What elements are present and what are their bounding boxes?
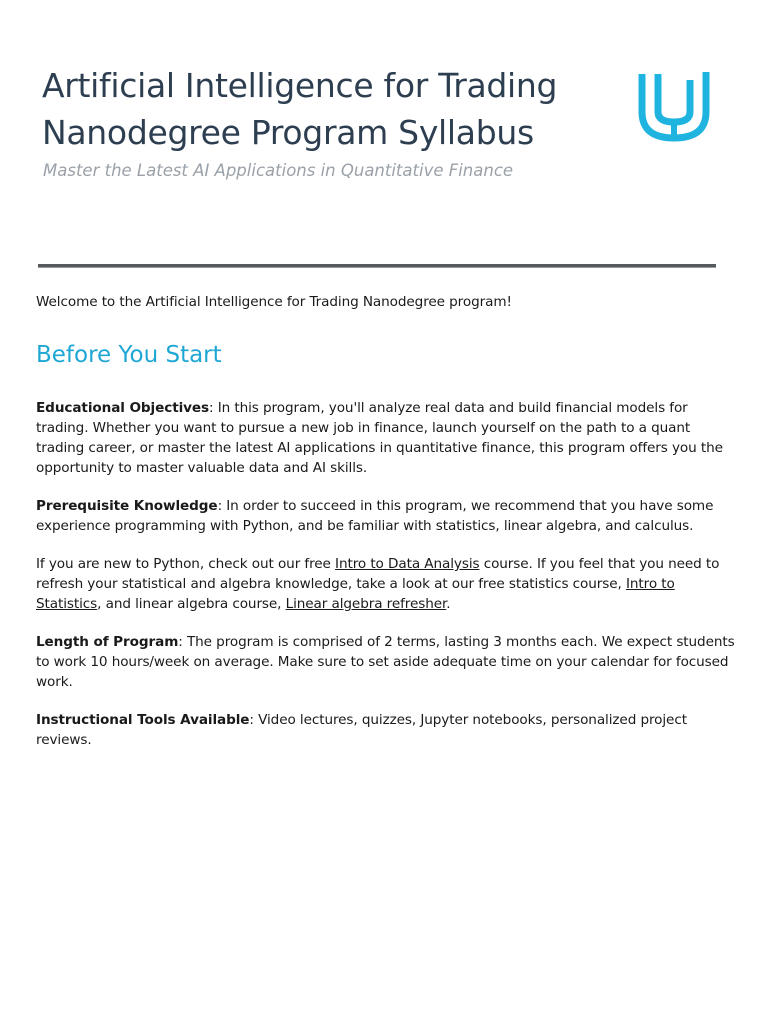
document-subtitle: Master the Latest AI Applications in Quantitative Finance [43,161,514,180]
python-text-4: . [446,596,451,612]
tools-paragraph [36,710,736,750]
length-text: : The program is comprised of 2 terms, lasting 3 months each. We expect students to work 10 hours/week on average. Make sure to set aside adequate time on your calendar for focused work. [36,634,735,690]
prerequisites-paragraph [36,496,736,536]
python-text-2: course. If you feel that you need to refresh your statistical and algebra knowledge, take a look at our free statistics course, [36,556,720,592]
document-title [42,62,602,156]
intro-data-analysis-link[interactable]: Intro to Data Analysis [335,556,480,572]
tools-label: Instructional Tools Available [36,712,250,728]
section-heading: Before You Start [36,342,222,368]
python-text-3: , and linear algebra course, [97,596,286,612]
python-paragraph [36,554,736,614]
python-text-1: If you are new to Python, check out our free [36,556,336,572]
length-label: Length of Program [36,634,179,650]
objectives-text: : In this program, you'll analyze real data and build financial models for trading. Whether you want to pursue a new job in finance, launch yourself on the path to a quant trading career, or master the latest AI applications in quantitative finance, this program offers you the opportunity to master valuable data and AI skills. [36,400,723,476]
intro-statistics-link[interactable]: Intro to Statistics [36,576,675,612]
title-line-1: Artificial Intelligence for Trading [42,66,558,105]
length-paragraph [36,632,736,692]
tools-text: : Video lectures, quizzes, Jupyter notebooks, personalized project reviews. [36,712,687,748]
udacity-logo-icon [634,66,714,146]
header-divider [38,264,716,268]
title-line-2: Nanodegree Program Syllabus [42,113,534,152]
prerequisites-label: Prerequisite Knowledge [36,498,218,514]
linear-algebra-refresher-link[interactable]: Linear algebra refresher [285,596,447,612]
objectives-label: Educational Objectives [36,400,210,416]
objectives-paragraph [36,398,736,478]
document-header [42,62,602,182]
prerequisites-text: : In order to succeed in this program, we recommend that you have some experience programming with Python, and be familiar with statistics, linear algebra, and calculus. [36,498,714,534]
document-body [36,292,736,768]
welcome-text: Welcome to the Artificial Intelligence for Trading Nanodegree program! [36,294,512,310]
